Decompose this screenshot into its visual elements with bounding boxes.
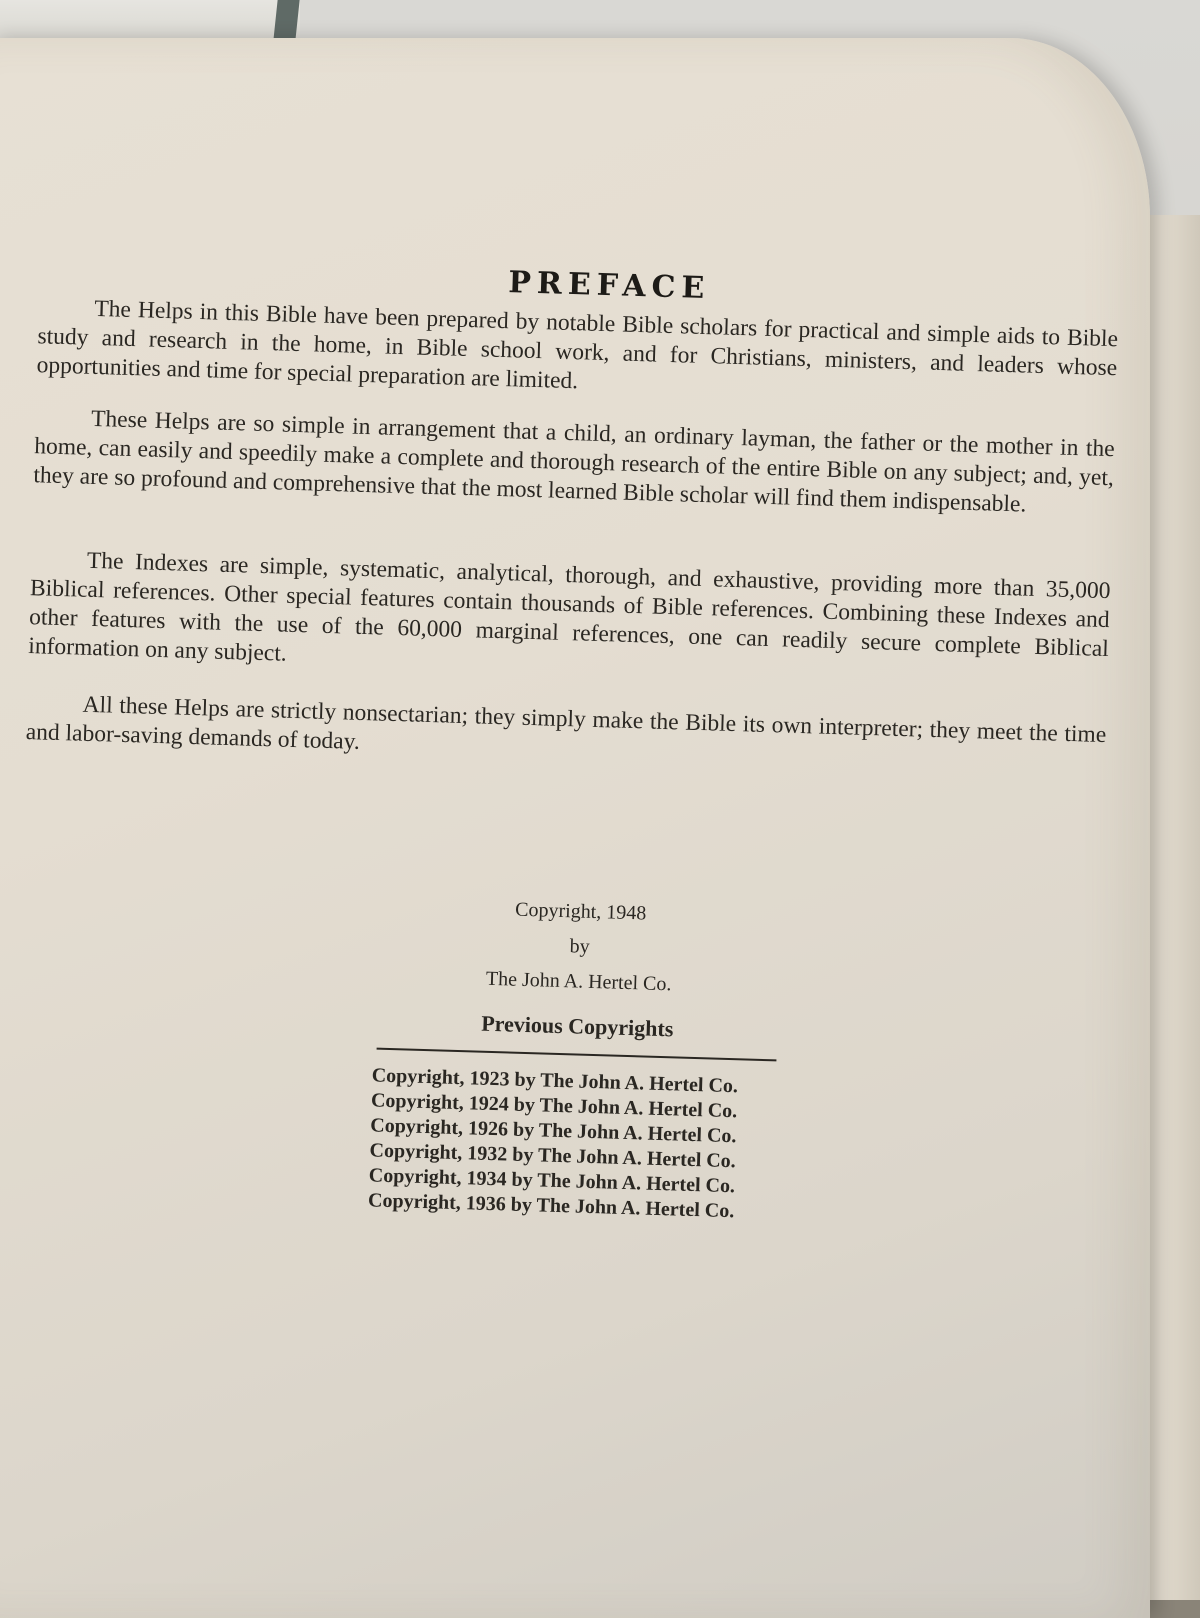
copyright-block xyxy=(362,888,791,1225)
heading-rule xyxy=(377,1048,777,1062)
previous-copyright-item: Copyright, 1932 by The John A. Hertel Co. xyxy=(369,1139,737,1173)
preface-paragraph-3: The Indexes are simple, systematic, analytical, thorough, and exhaustive, providing more than 35,000 Biblical references. Other special features contain thousands of Bible references. Combining these Indexes and other features with the use of the 60,000 marginal references, one can readily secure complete Biblical information on any subject. xyxy=(27,547,1111,667)
previous-copyright-item: Copyright, 1934 by The John A. Hertel Co. xyxy=(368,1164,736,1198)
preface-paragraph-1: The Helps in this Bible have been prepared by notable Bible scholars for practical and simple aids to Bible study and research in the home, in Bible school work, and for Christians, ministers, and leaders whose opportunities and time for special preparation are limited. xyxy=(36,295,1119,395)
previous-copyrights-list xyxy=(362,1063,786,1225)
previous-copyrights-heading: Previous Copyrights xyxy=(480,1010,674,1042)
previous-copyright-item: Copyright, 1923 by The John A. Hertel Co. xyxy=(371,1064,739,1098)
copyright-by: by xyxy=(569,935,591,958)
preface-paragraph-2: These Helps are so simple in arrangement that a child, an ordinary layman, the father or the mother in the home, can easily and speedily make a complete and thorough research of the entire Bible on any subject; and, yet, they are so profound and comprehensive that the most learned Bible scholar will find them indispensable. xyxy=(33,405,1116,518)
previous-copyright-item: Copyright, 1926 by The John A. Hertel Co. xyxy=(369,1114,737,1148)
preface-paragraph-4: All these Helps are strictly nonsectarian; they simply make the Bible its own interpreter; they meet the time and labor-saving demands of today. xyxy=(25,691,1107,755)
copyright-publisher: The John A. Hertel Co. xyxy=(485,967,672,996)
copyright-line: Copyright, 1948 xyxy=(514,898,647,925)
page-title: PREFACE xyxy=(507,265,711,307)
previous-copyright-item: Copyright, 1924 by The John A. Hertel Co. xyxy=(370,1089,738,1123)
previous-copyright-item: Copyright, 1936 by The John A. Hertel Co. xyxy=(367,1189,735,1223)
